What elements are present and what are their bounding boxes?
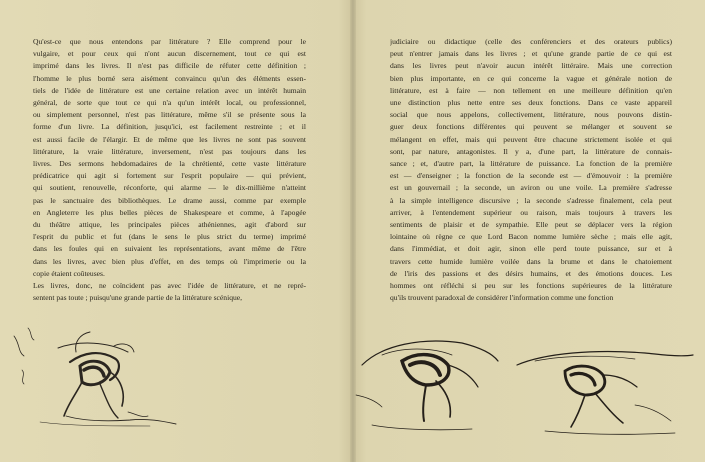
text-line: travers cette humide lumière voilée dans la brume et dans le chatoiement: [390, 256, 672, 266]
text-line: peut n'entrer jamais dans les livres ; et qu'une grande partie de ce qui est: [390, 49, 672, 59]
text-line: hommes ont réfléchi si peu sur les fonctions supérieures de la littérature: [390, 281, 672, 291]
text-line: l'homme le plus borné sera aisément convaincu qu'un des éléments essen-: [33, 73, 306, 83]
text-line: général, de sorte que tout ce qui n'a qu'un intérêt local, ou professionnel,: [33, 98, 306, 108]
text-line: Les livres, donc, ne coïncident pas avec l'idée de littérature, et ne repré-: [33, 281, 306, 291]
text-line: dans l'immédiat, et doit agir, sinon elle perd toute puissance, sur et à: [390, 244, 672, 254]
text-line: est — d'enseigner ; la fonction de la seconde est — d'émouvoir : la première: [390, 171, 672, 181]
text-line: littérature, la vraie littérature, inversement, n'est pas toujours dans les: [33, 146, 306, 156]
text-line: mélangent en effet, mais qui peuvent être chacune strictement isolée et qui: [390, 134, 672, 144]
text-line: de l'iris des passions et des désirs humains, et des émotions douces. Les: [390, 268, 672, 278]
text-line: en Angleterre les plus belles pièces de Shakespeare et comme, à l'apogée: [33, 207, 306, 217]
figure-sketch-icon: [352, 325, 502, 445]
text-line: une distinction plus nette entre ses deux fonctions. Dans ce vaste appareil: [390, 98, 672, 108]
figure-sketch-icon: [515, 345, 695, 445]
figure-sketch-icon: [10, 322, 180, 442]
text-line: dans les livres peut n'avoir aucun intérêt littéraire. Mais une correction: [390, 61, 672, 71]
right-page-sketch-illustration-1: [352, 325, 502, 445]
text-line: littérature, est à faire — non tellement en une meilleure définition qu'en: [390, 85, 672, 95]
right-page-text: [390, 36, 672, 304]
text-line: du théâtre attique, les principales pièces athéniennes, agit d'abord sur: [33, 220, 306, 230]
left-page-text: [33, 36, 306, 304]
left-page-sketch-illustration: [10, 322, 180, 442]
text-line: ou simplement personnel, n'est pas littérature, même s'il se présente sous la: [33, 110, 306, 120]
text-line: social que nous appelons, collectivement, littérature, nous pouvons distin-: [390, 110, 672, 120]
text-line: pas le sanctuaire des bibliothèques. Le drame aussi, comme par exemple: [33, 195, 306, 205]
text-line: vulgaire, et pour ceux qui n'ont aucun discernement, tout ce qui est: [33, 49, 306, 59]
text-line: livres. Des sermons hebdomadaires de la chrétienté, cette vaste littérature: [33, 159, 306, 169]
text-line: Qu'est-ce que nous entendons par littérature ? Elle comprend pour le: [33, 37, 306, 46]
text-line: prédicatrice qui agit si fortement sur l'esprit populaire — qui prévient,: [33, 171, 306, 181]
text-line: est un gouvernail ; la seconde, un aviron ou une voile. La première s'adresse: [390, 183, 672, 193]
text-line: guer deux fonctions différentes qui peuvent se mélanger et souvent se: [390, 122, 672, 132]
text-line: imprimé dans les livres. Il n'est pas difficile de réfuter cette définition ;: [33, 61, 306, 71]
text-line: copie étaient coûteuses.: [33, 268, 105, 278]
text-line: dans les foules qui en suivaient les représentations, avant même de l'être: [33, 244, 306, 254]
text-line: arriver, à l'entendement supérieur ou raison, mais toujours à travers les: [390, 207, 672, 217]
right-page-sketch-illustration-2: [515, 345, 695, 445]
text-line: sentiments de plaisir et de sympathie. Elle peut se déplacer vers la région: [390, 220, 672, 230]
text-line: lointaine où règne ce que Lord Bacon nomme lumière sèche ; mais elle agit,: [390, 232, 672, 242]
text-line: tiels de l'idée de littérature est une certaine relation avec un intérêt humain: [33, 85, 306, 95]
text-line: forme d'un livre. La définition, jusqu'ici, est facilement restreinte ; et il: [33, 122, 306, 132]
text-line: à la simple intelligence discursive ; la seconde s'adresse finalement, cela peut: [390, 195, 672, 205]
text-line: qu'ils trouvent paradoxal de considérer l'information comme une fonction: [390, 293, 614, 303]
text-line: sance ; et, d'autre part, la littérature de puissance. La fonction de la première: [390, 159, 672, 169]
text-line: bien plus importante, en ce qui concerne la vague et générale notion de: [390, 73, 672, 83]
text-line: est aussi facile de l'élargir. Et de même que les livres ne sont pas souvent: [33, 134, 306, 144]
text-line: judiciaire ou didactique (celle des conférenciers et des orateurs publics): [390, 37, 672, 46]
text-line: qui soutient, renouvelle, réconforte, qui alarme — le dix-millième n'atteint: [33, 183, 306, 193]
text-line: l'esprit du public et fut (dans le sens le plus strict du terme) imprimé: [33, 232, 306, 242]
text-line: sont, par nature, antagonistes. Il y a, d'une part, la littérature de connais-: [390, 146, 672, 156]
text-line: sentent pas toute ; puisqu'une grande partie de la littérature scénique,: [33, 293, 243, 303]
text-line: dans les livres, avec bien plus d'effet, en des temps où l'imprimerie ou la: [33, 256, 306, 266]
